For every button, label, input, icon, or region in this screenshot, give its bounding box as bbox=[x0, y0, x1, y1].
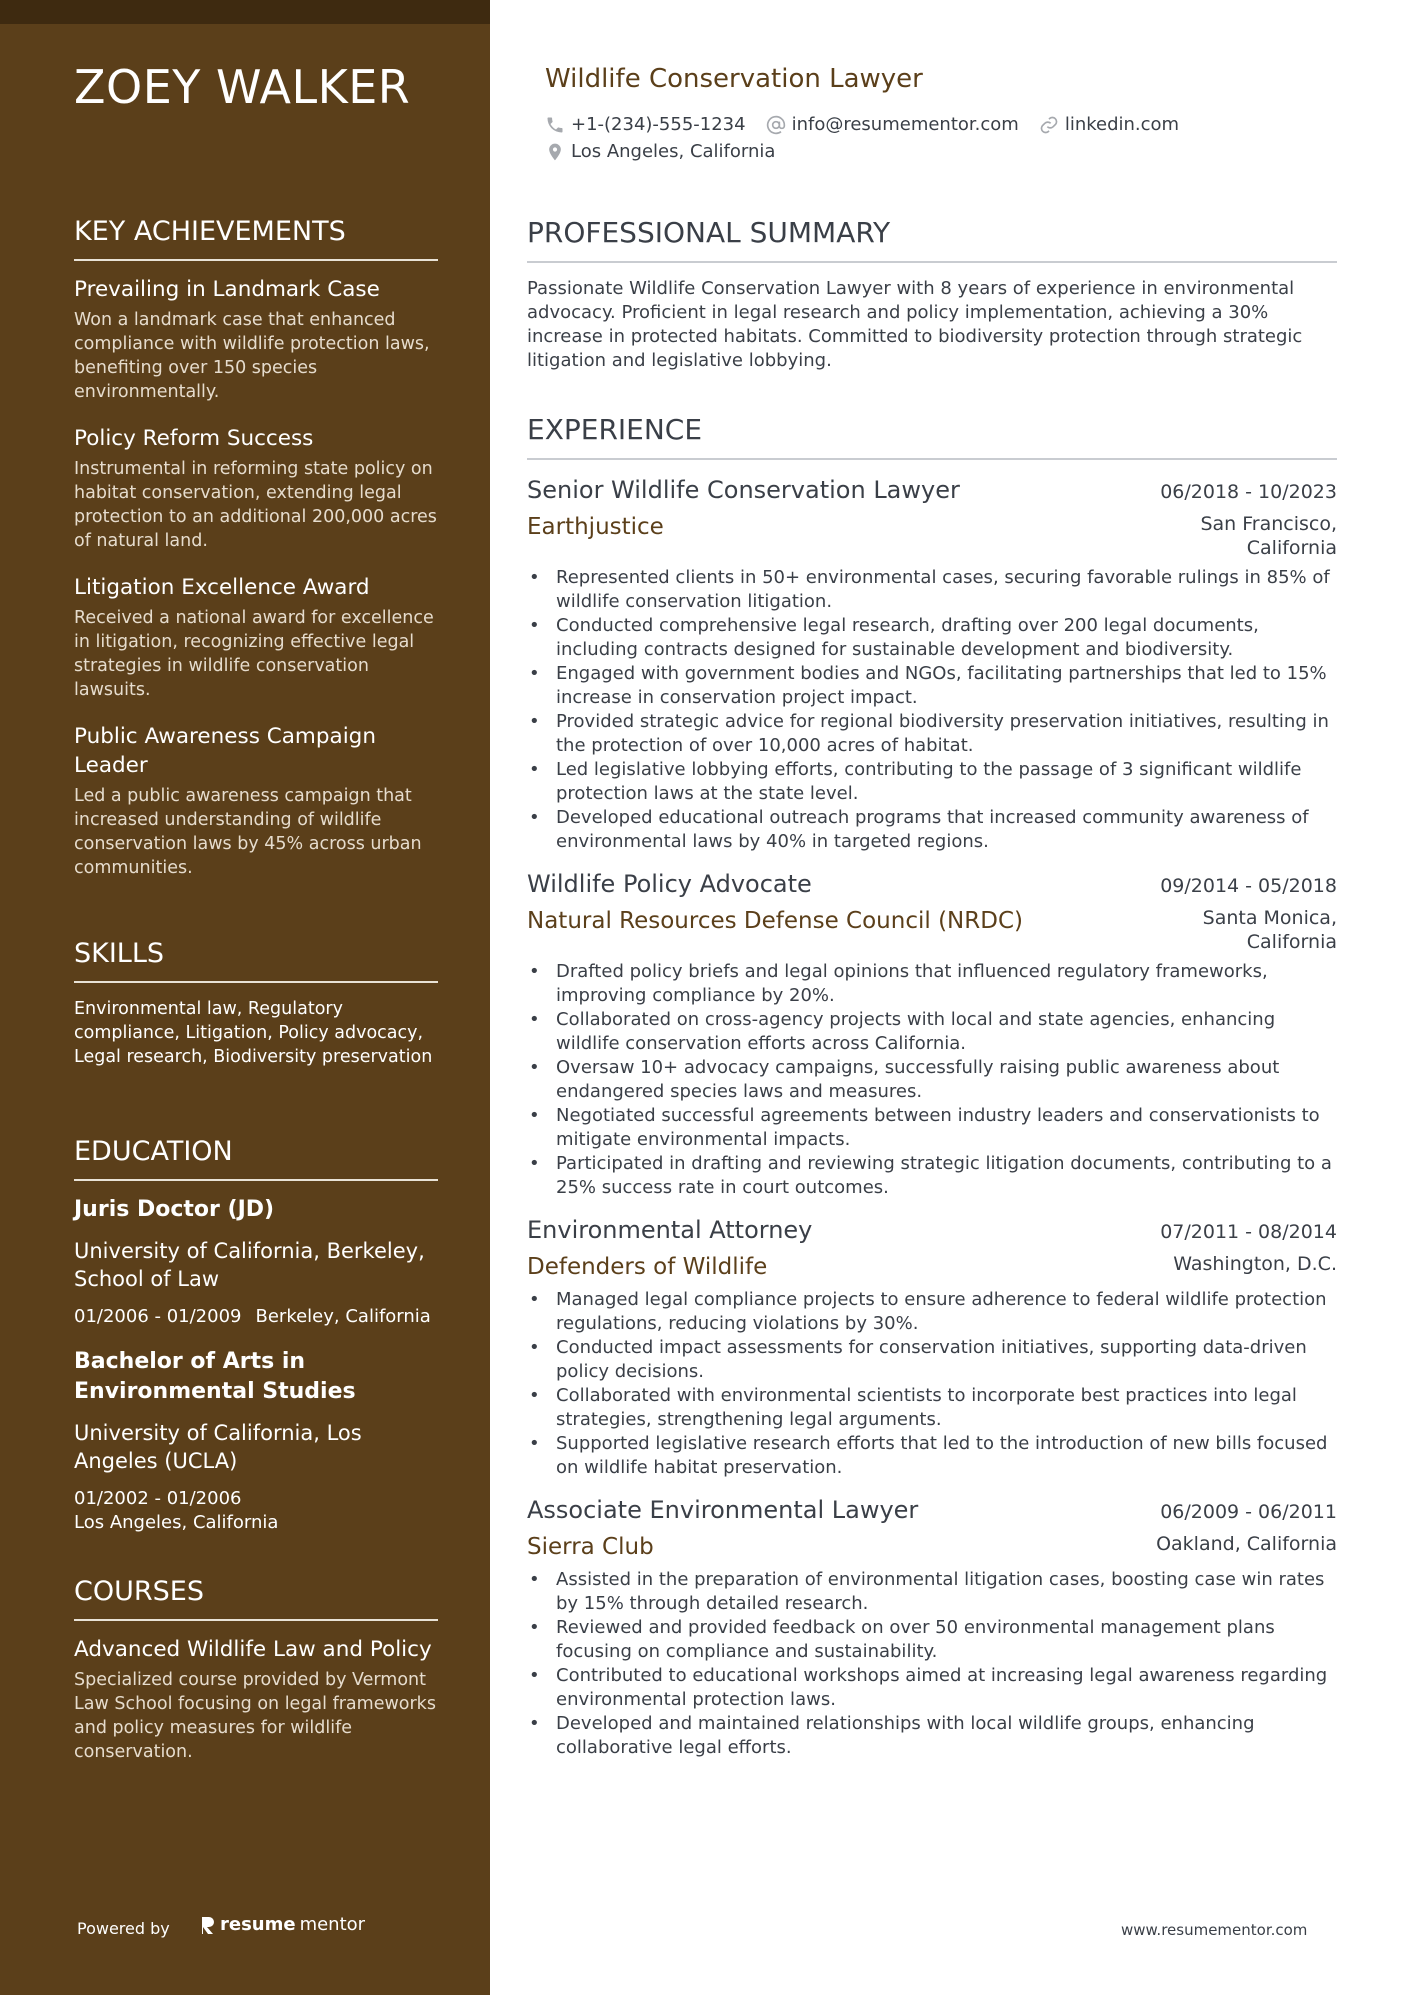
job-bullet: • Represented clients in 50+ environmental cases, securing favorable rulings in 85% of wildlife conservation litigation. bbox=[527, 566, 1337, 614]
job-bullets bbox=[527, 566, 1337, 854]
courses-section bbox=[74, 1576, 438, 1784]
achievement-title: Prevailing in Landmark Case bbox=[74, 277, 380, 302]
skills-list: Environmental law, Regulatory compliance, Litigation, Policy advocacy, Legal research, Biodiversity preservation bbox=[74, 999, 433, 1067]
job-title: Wildlife Conservation Lawyer bbox=[545, 64, 923, 94]
job-entry bbox=[527, 1214, 1337, 1480]
job-entry bbox=[527, 474, 1337, 854]
job-entry bbox=[527, 868, 1337, 1200]
job-bullet: • Developed educational outreach programs that increased community awareness of environmental laws by 40% in targeted regions. bbox=[527, 806, 1337, 854]
course-item bbox=[74, 1635, 438, 1764]
job-company: Defenders of Wildlife bbox=[527, 1254, 768, 1280]
education-meta bbox=[74, 1305, 438, 1329]
at-icon bbox=[766, 115, 786, 135]
sidebar-top-bar bbox=[0, 0, 490, 24]
achievements-section bbox=[74, 216, 438, 900]
job-bullet: • Oversaw 10+ advocacy campaigns, successfully raising public awareness about endangered species laws and measures. bbox=[527, 1056, 1337, 1104]
job-bullets bbox=[527, 1568, 1337, 1760]
location-pin-icon bbox=[545, 142, 565, 162]
achievement-desc: Won a landmark case that enhanced compliance with wildlife protection laws, benefiting over 150 species environmentally. bbox=[74, 310, 430, 402]
email-text: info@resumementor.com bbox=[791, 114, 1019, 135]
contact-row bbox=[545, 114, 1199, 135]
education-dates: 01/2002 - 01/2006 bbox=[74, 1488, 242, 1509]
job-bullets bbox=[527, 960, 1337, 1200]
achievement-item bbox=[74, 722, 438, 880]
job-company: Sierra Club bbox=[527, 1534, 654, 1560]
achievement-desc: Instrumental in reforming state policy on habitat conservation, extending legal protection to an additional 200,000 acres of natural land. bbox=[74, 459, 437, 551]
job-bullet: • Engaged with government bodies and NGOs, facilitating partnerships that led to 15% increase in conservation project impact. bbox=[527, 662, 1337, 710]
education-item bbox=[74, 1195, 438, 1329]
contact-row-location bbox=[545, 141, 795, 162]
job-bullet: • Drafted policy briefs and legal opinions that influenced regulatory frameworks, improving compliance by 20%. bbox=[527, 960, 1337, 1008]
job-dates: 06/2009 - 06/2011 bbox=[1160, 1501, 1337, 1523]
phone-text: +1-(234)-555-1234 bbox=[571, 114, 746, 135]
achievement-desc: Led a public awareness campaign that increased understanding of wildlife conservation laws by 45% across urban communities. bbox=[74, 786, 422, 878]
experience-section bbox=[527, 413, 1337, 1774]
summary-section bbox=[527, 216, 1337, 373]
brand-name-bold: resume bbox=[220, 1914, 296, 1935]
job-bullet: • Managed legal compliance projects to ensure adherence to federal wildlife protection regulations, reducing violations by 30%. bbox=[527, 1288, 1337, 1336]
job-bullet: • Reviewed and provided feedback on over 50 environmental management plans focusing on compliance and sustainability. bbox=[527, 1616, 1337, 1664]
job-role: Senior Wildlife Conservation Lawyer bbox=[527, 476, 960, 504]
job-location: Santa Monica, California bbox=[1202, 907, 1337, 953]
job-location: Oakland, California bbox=[1156, 1533, 1337, 1555]
skills-heading: SKILLS bbox=[74, 938, 438, 983]
job-location: San Francisco, California bbox=[1200, 513, 1337, 559]
contact-email[interactable] bbox=[766, 114, 1019, 135]
job-bullet: • Conducted comprehensive legal research, drafting over 200 legal documents, including contracts designed for sustainable development and biodiversity. bbox=[527, 614, 1337, 662]
location-text: Los Angeles, California bbox=[571, 141, 776, 162]
education-location: Los Angeles, California bbox=[74, 1512, 279, 1533]
achievement-item bbox=[74, 424, 438, 553]
job-dates: 09/2014 - 05/2018 bbox=[1160, 875, 1337, 897]
education-degree: Bachelor of Arts in Environmental Studies bbox=[74, 1349, 356, 1404]
achievement-title: Policy Reform Success bbox=[74, 426, 314, 451]
contact-phone bbox=[545, 114, 746, 135]
courses-heading: COURSES bbox=[74, 1576, 438, 1621]
job-bullet: • Contributed to educational workshops aimed at increasing legal awareness regarding environmental protection laws. bbox=[527, 1664, 1337, 1712]
education-dates: 01/2006 - 01/2009 bbox=[74, 1306, 242, 1327]
job-bullet: • Supported legislative research efforts that led to the introduction of new bills focused on wildlife habitat preservation. bbox=[527, 1432, 1337, 1480]
footer-url[interactable]: www.resumementor.com bbox=[1121, 1921, 1308, 1939]
job-company: Earthjustice bbox=[527, 514, 664, 540]
education-school: University of California, Los Angeles (UCLA) bbox=[74, 1421, 362, 1473]
job-bullet: • Collaborated with environmental scientists to incorporate best practices into legal strategies, strengthening legal arguments. bbox=[527, 1384, 1337, 1432]
powered-by-label: Powered by bbox=[77, 1919, 170, 1938]
job-entry bbox=[527, 1494, 1337, 1760]
achievement-desc: Received a national award for excellence in litigation, recognizing effective legal strategies in wildlife conservation lawsuits. bbox=[74, 608, 434, 700]
contact-location bbox=[545, 141, 775, 162]
job-bullet: • Negotiated successful agreements between industry leaders and conservationists to mitigate environmental impacts. bbox=[527, 1104, 1337, 1152]
summary-text: Passionate Wildlife Conservation Lawyer with 8 years of experience in environmental advocacy. Proficient in legal research and policy implementation, achieving a 30% increase in protected habitats. Committed to biodiversity protection through strategic litigation and legislative lobbying. bbox=[527, 278, 1303, 371]
achievements-heading: KEY ACHIEVEMENTS bbox=[74, 216, 438, 261]
education-heading: EDUCATION bbox=[74, 1136, 438, 1181]
job-company: Natural Resources Defense Council (NRDC) bbox=[527, 908, 1023, 934]
summary-heading: PROFESSIONAL SUMMARY bbox=[527, 216, 1337, 263]
phone-icon bbox=[545, 115, 565, 135]
job-bullet: • Provided strategic advice for regional biodiversity preservation initiatives, resulting in the protection of over 10,000 acres of habitat. bbox=[527, 710, 1337, 758]
job-role: Environmental Attorney bbox=[527, 1216, 813, 1244]
brand-logo[interactable] bbox=[200, 1914, 365, 1935]
contact-linkedin[interactable] bbox=[1039, 114, 1179, 135]
job-bullets bbox=[527, 1288, 1337, 1480]
education-item bbox=[74, 1347, 438, 1535]
education-section bbox=[74, 1136, 438, 1553]
achievement-title: Public Awareness Campaign Leader bbox=[74, 724, 376, 778]
job-bullet: • Participated in drafting and reviewing strategic litigation documents, contributing to a 25% success rate in court outcomes. bbox=[527, 1152, 1337, 1200]
education-degree: Juris Doctor (JD) bbox=[74, 1197, 275, 1222]
linkedin-text: linkedin.com bbox=[1064, 114, 1180, 135]
course-desc: Specialized course provided by Vermont Law School focusing on legal frameworks and policy measures for wildlife conservation. bbox=[74, 1670, 436, 1762]
job-role: Wildlife Policy Advocate bbox=[527, 870, 812, 898]
candidate-name: ZOEY WALKER bbox=[74, 60, 411, 114]
achievement-item bbox=[74, 275, 438, 404]
achievement-item bbox=[74, 573, 438, 702]
job-bullet: • Led legislative lobbying efforts, contributing to the passage of 3 significant wildlife protection laws at the state level. bbox=[527, 758, 1337, 806]
link-icon bbox=[1039, 115, 1059, 135]
job-dates: 06/2018 - 10/2023 bbox=[1160, 481, 1337, 503]
job-dates: 07/2011 - 08/2014 bbox=[1160, 1221, 1337, 1243]
education-meta bbox=[74, 1487, 438, 1535]
job-bullet: • Collaborated on cross-agency projects with local and state agencies, enhancing wildlife conservation efforts across California. bbox=[527, 1008, 1337, 1056]
achievement-title: Litigation Excellence Award bbox=[74, 575, 370, 600]
experience-heading: EXPERIENCE bbox=[527, 413, 1337, 460]
job-bullet: • Developed and maintained relationships with local wildlife groups, enhancing collaborative legal efforts. bbox=[527, 1712, 1337, 1760]
resumementor-logo-icon bbox=[200, 1915, 216, 1935]
job-location: Washington, D.C. bbox=[1173, 1253, 1337, 1275]
job-bullet: • Conducted impact assessments for conservation initiatives, supporting data-driven policy decisions. bbox=[527, 1336, 1337, 1384]
education-school: University of California, Berkeley, School of Law bbox=[74, 1239, 425, 1291]
skills-section bbox=[74, 938, 438, 1069]
job-bullet: • Assisted in the preparation of environmental litigation cases, boosting case win rates by 15% through detailed research. bbox=[527, 1568, 1337, 1616]
course-title: Advanced Wildlife Law and Policy bbox=[74, 1637, 432, 1662]
brand-name-light: mentor bbox=[299, 1914, 366, 1935]
education-location: Berkeley, California bbox=[255, 1306, 431, 1327]
job-role: Associate Environmental Lawyer bbox=[527, 1496, 919, 1524]
